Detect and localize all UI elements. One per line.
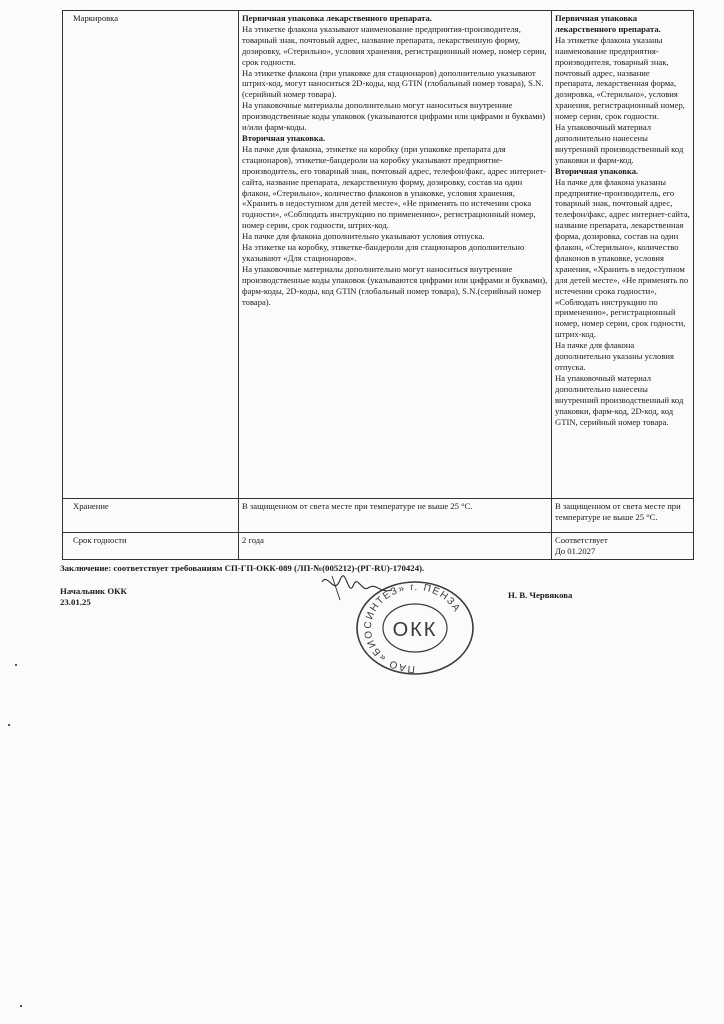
paragraph: На этикетке флакона указывают наименование предприятия-производителя, товарный знак, почтовый адрес, название препарата, лекарственную форму, дозировку, «Стерильно», условия хранения, регистрационный номер, номер серии, срок годности. xyxy=(242,23,547,67)
paragraph: На упаковочные материалы дополнительно могут наноситься внутренние производственные коды упаковок (указываются цифрами или цифрами и буквами), фарм-коды, 2D-коды, код GTIN (глобальный номер товара), S.N.(серийный номер товара). xyxy=(242,263,548,307)
signatory-title: Начальник ОКК xyxy=(60,586,127,596)
signatory-date: 23.01.25 xyxy=(60,597,91,607)
shelf-life-result-status: Соответствует xyxy=(555,535,608,545)
scan-speck xyxy=(8,724,10,726)
row-label-shelf-life: Срок годности xyxy=(63,533,239,560)
paragraph: Первичная упаковка лекарственного препарата. xyxy=(555,13,661,34)
paragraph: На этикетке на коробку, этикетке-бандероли для стационаров дополнительно указывают «Для стационаров». xyxy=(242,242,525,263)
marking-spec-text xyxy=(242,13,548,307)
paragraph: На пачке для флакона дополнительно указывают условия отпуска. xyxy=(242,231,485,242)
row-label-marking: Маркировка xyxy=(63,11,239,499)
table-row-shelf-life xyxy=(63,533,694,560)
marking-result-text xyxy=(555,13,690,427)
company-stamp xyxy=(340,578,490,678)
paragraph: На этикетке флакона (при упаковке для стационаров) дополнительно указывают штрих-код, могут наноситься 2D-коды, код GTIN (глобальный номер товара), S.N.(серийный номер товара). xyxy=(242,67,544,100)
storage-spec: В защищенном от света месте при температуре не выше 25 °С. xyxy=(239,499,552,533)
shelf-life-result xyxy=(552,533,694,560)
conclusion-text: Заключение: соответствует требованиям СП-ГП-ОКК-089 (ЛП-№(005212)-(РГ-RU)-170424). xyxy=(60,563,425,573)
paragraph: Первичная упаковка лекарственного препарата. xyxy=(242,13,432,23)
marking-result-cell xyxy=(552,11,694,499)
shelf-life-result-date: До 01.2027 xyxy=(555,545,596,556)
paragraph: На пачке для флакона указаны предприятие-производитель, его товарный знак, почтовый адрес, телефон/факс, адрес интернет-сайта, название препарата, лекарственная форма, дозировка, состав на один флакон, «Стерильно», количество флаконов в упаковке, условия хранения, «Хранить в недоступном для детей месте», «Не применять по истечении срока годности», «Соблюдать инструкцию по применению», регистрационный номер, номер серии, срок годности, штрих-код. xyxy=(555,176,690,340)
paragraph: Вторичная упаковка. xyxy=(555,165,639,176)
shelf-life-spec: 2 года xyxy=(239,533,552,560)
signatory-block xyxy=(60,586,127,608)
paragraph: На этикетке флакона указаны наименование предприятия-производителя, товарный знак, почтовый адрес, название препарата, лекарственная форма, дозировка, «Стерильно», условия хранения, регистрационный номер, номер серии, срок годности. xyxy=(555,34,685,122)
paragraph: На упаковочные материалы дополнительно могут наноситься внутренние производственные коды упаковок (указываются цифрами или цифрами и буквами) и/или фарм-коды. xyxy=(242,100,546,133)
row-label-storage: Хранение xyxy=(63,499,239,533)
scan-speck xyxy=(15,664,17,666)
storage-result: В защищенном от света месте при температуре не выше 25 °С. xyxy=(552,499,694,533)
marking-spec-cell xyxy=(239,11,552,499)
table-row-marking xyxy=(63,11,694,499)
scan-speck xyxy=(20,1005,22,1007)
stamp-center-text: ОКК xyxy=(392,619,438,641)
paragraph: На пачке для флакона дополнительно указаны условия отпуска. xyxy=(555,340,674,372)
paragraph: Вторичная упаковка. xyxy=(242,132,326,143)
stamp-ring-text: ПАО «БИОСИНТЕЗ» г. ПЕНЗА xyxy=(362,581,463,675)
paragraph: На упаковочный материал дополнительно нанесены внутренний производственный код упаковки, фарм-код, 2D-код, код GTIN, серийный номер товара. xyxy=(555,372,684,427)
paragraph: На упаковочный материал дополнительно нанесены внутренний производственный код упаковки и фарм-код. xyxy=(555,122,684,165)
spec-table xyxy=(62,10,694,560)
paragraph: На пачке для флакона, этикетке на коробку (при упаковке препарата для стационаров), этикетке-бандероли на коробку указывают предприятие-производитель, его товарный знак, почтовый адрес, телефон/факс, адрес интернет-сайта, название препарата, лекарственную форму, дозировку, состав на один флакон, «Стерильно», количество флаконов в упаковке, условия хранения, «Хранить в недоступном для детей месте», «Не применять по истечении срока годности», «Соблюдать инструкцию по применению», регистрационный номер, номер серии, срок годности, штрих-код. xyxy=(242,143,547,231)
signatory-name: Н. В. Червякова xyxy=(508,590,573,600)
table-row-storage xyxy=(63,499,694,533)
